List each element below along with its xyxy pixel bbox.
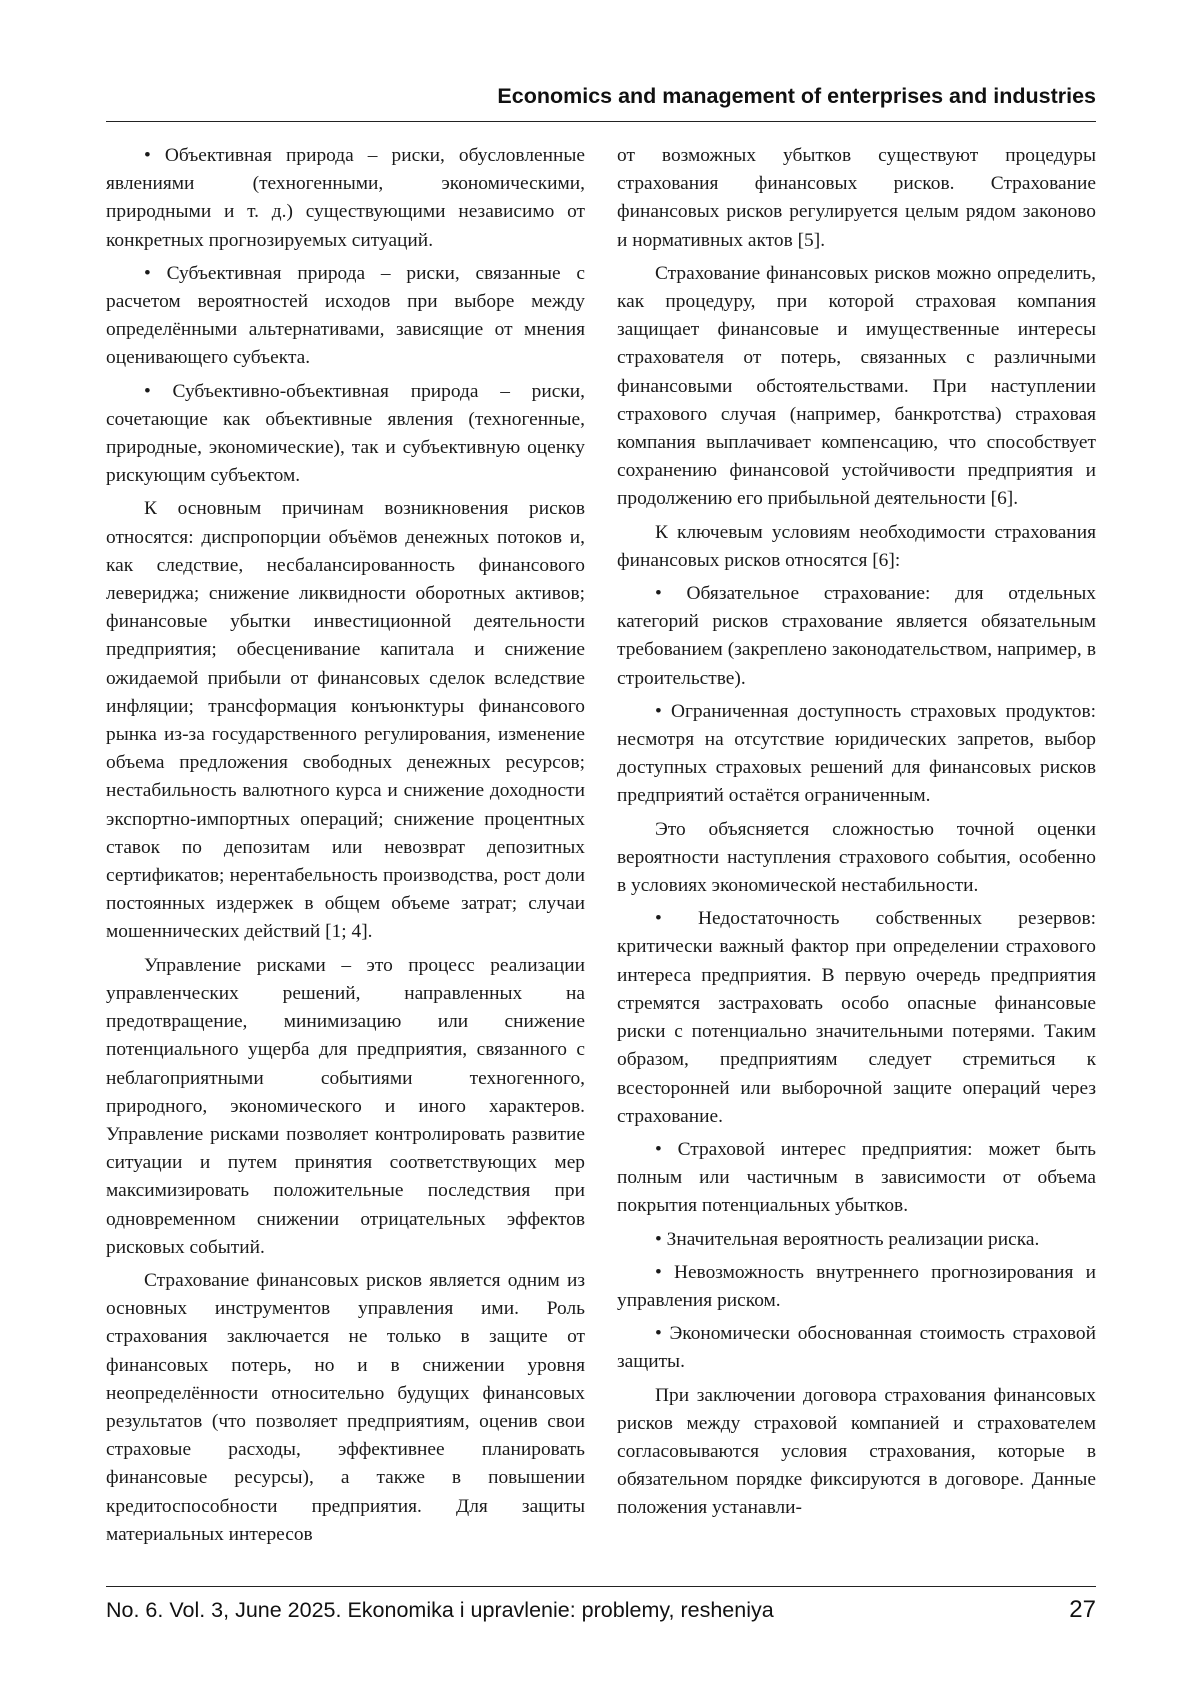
bullet-insurable-interest: • Страховой интерес предприятия: может быть полным или частичным в зависимости от объема покрытия потенциальных убытков. <box>617 1136 1096 1221</box>
bullet-limited-availability: • Ограниченная доступность страховых продуктов: несмотря на отсутствие юридических запретов, выбор доступных страховых решений для финансовых рисков предприятий остаётся ограниченным. <box>617 698 1096 811</box>
bullet-no-internal-forecasting: • Невозможность внутреннего прогнозирования и управления риском. <box>617 1259 1096 1315</box>
header-rule <box>106 121 1096 122</box>
footer-citation: No. 6. Vol. 3, June 2025. Ekonomika i upravlenie: problemy, resheniya <box>106 1598 774 1622</box>
paragraph-risk-causes: К основным причинам возникновения рисков относятся: диспропорции объёмов денежных потоков и, как следствие, несбалансированность финансового левериджа; снижение ликвидности оборотных активов; финансовые убытки инвестиционной деятельности предприятия; обесценивание капитала и снижение ожидаемой прибыли от финансовых сделок вследствие инфляции; трансформация конъюнктуры финансового рынка из-за государственного регулирования, изменение объема предложения свободных денежных ресурсов; нестабильность валютного курса и снижение доходности экспортно-импортных операций; снижение процентных ставок по депозитам или невозврат депозитных сертификатов; нерентабельность производства, рост доли постоянных издержек в общем объеме затрат; случаи мошеннических действий [1; 4]. <box>106 498 585 943</box>
bullet-mandatory-insurance: • Обязательное страхование: для отдельных категорий рисков страхование является обязательным требованием (закреплено законодательством, например, в строительстве). <box>617 580 1096 693</box>
bullet-significant-probability: • Значительная вероятность реализации риска. <box>617 1226 1096 1254</box>
paragraph-insurance-role: Страхование финансовых рисков является одним из основных инструментов управления ими. Роль страхования заключается не только в защите от финансовых потерь, но и в снижении уровня неопределённости относительно будущих финансовых результатов (что позволяет предприятиям, оценив свои страховые расходы, эффективнее планировать финансовые ресурсы), а также в повышении кредитоспособности предприятия. Для защиты материальных интересов <box>106 1269 585 1545</box>
bullet-subjective-objective-nature: • Субъективно-объективная природа – риски, сочетающие как объективные явления (техногенные, природные, экономические), так и субъективную оценку рискующим субъектом. <box>106 378 585 491</box>
running-header: Economics and management of enterprises and industries <box>497 84 1096 108</box>
bullet-insufficient-reserves: • Недостаточность собственных резервов: критически важный фактор при определении страхового интереса предприятия. В первую очередь предприятия стремятся застраховать особо опасные финансовые риски с потенциально значительными потерями. Таким образом, предприятиям следует стремиться к всесторонней или выборочной защите операций через страхование. <box>617 905 1096 1131</box>
left-column <box>106 142 585 1554</box>
paragraph-key-conditions: К ключевым условиям необходимости страхования финансовых рисков относятся [6]: <box>617 521 1096 571</box>
footer-rule <box>106 1586 1096 1587</box>
page-number: 27 <box>1069 1596 1096 1623</box>
bullet-economic-cost: • Экономически обоснованная стоимость страховой защиты. <box>617 1320 1096 1376</box>
bullet-subjective-nature: • Субъективная природа – риски, связанные с расчетом вероятностей исходов при выборе между определёнными альтернативами, зависящие от мнения оценивающего субъекта. <box>106 260 585 373</box>
right-column <box>617 142 1096 1528</box>
paragraph-insurance-definition: Страхование финансовых рисков можно определить, как процедуру, при которой страховая компания защищает финансовые и имущественные интересы страхователя от потерь, связанных с различными финансовыми обстоятельствами. При наступлении страхового случая (например, банкротства) страховая компания выплачивает компенсацию, что способствует сохранению финансовой устойчивости предприятия и продолжению его прибыльной деятельности [6]. <box>617 262 1096 510</box>
paragraph-continuation: от возможных убытков существуют процедуры страхования финансовых рисков. Страхование финансовых рисков регулируется целым рядом законово и нормативных актов [5]. <box>617 145 1096 251</box>
paragraph-risk-management: Управление рисками – это процесс реализации управленческих решений, направленных на предотвращение, минимизацию или снижение потенциального ущерба для предприятия, связанного с неблагоприятными событиями техногенного, природного, экономического и иного характеров. Управление рисками позволяет контролировать развитие ситуации и путем принятия соответствующих мер максимизировать положительные последствия при одновременном снижении отрицательных эффектов рисковых событий. <box>106 954 585 1258</box>
paragraph-explanation: Это объясняется сложностью точной оценки вероятности наступления страхового события, особенно в условиях экономической нестабильности. <box>617 818 1096 897</box>
bullet-objective-nature: • Объективная природа – риски, обусловленные явлениями (техногенными, экономическими, природными и т. д.) существующими независимо от конкретных прогнозируемых ситуаций. <box>106 142 585 255</box>
paragraph-contract-conditions: При заключении договора страхования финансовых рисков между страховой компанией и страхователем согласовываются условия страхования, которые в обязательном порядке фиксируются в договоре. Данные положения устанавли- <box>617 1384 1096 1519</box>
